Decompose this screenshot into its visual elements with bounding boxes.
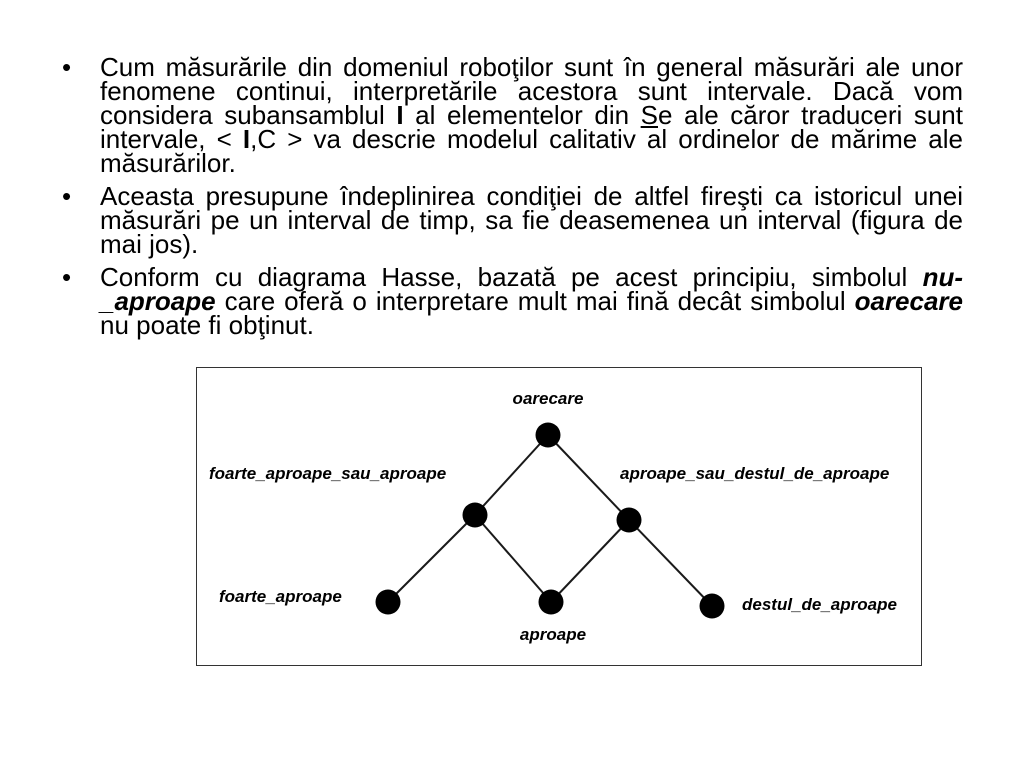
bullet-1-text-part-3: e ale căror traduceri sunt intervale, < [100,100,963,154]
node-aproape-sau-destul-de-aproape [617,508,642,533]
bullet-1-bold-symbol-i: I [396,100,404,130]
hasse-diagram-frame [196,367,922,666]
hasse-diagram [197,368,921,665]
node-destul-de-aproape [700,594,725,619]
bullet-paragraph-2 [62,181,963,259]
label-foarte-aproape-sau-aproape: foarte_aproape_sau_aproape [209,464,447,483]
bullet-2-text: Aceasta presupune îndeplinirea condiţiei de altfel fireşti ca istoricul unei măsurări pe un interval de timp, sa fie deasemenea un interval (figura de mai jos). [100,181,963,259]
bullet-3-text-part-1: Conform cu diagrama Hasse, bazată pe acest principiu, simbolul [100,262,923,292]
label-aproape-sau-destul-de-aproape: aproape_sau_destul_de_aproape [620,464,890,483]
edge-middle-right-to-bottom-middle [551,520,629,602]
edge-top-to-middle-right [548,435,629,520]
bullet-1-text-part-2: al elementelor din [403,100,641,130]
bullet-1-bold-symbol-i-2: I [242,124,251,154]
bullet-1-text-part-1: Cum măsurările din domeniul roboţilor sunt în general măsurări ale unor fenomene continui, interpretările acestora sunt intervale. Dacă vom considera subansamblul [100,52,963,130]
bullet-3-text-part-2: care oferă o interpretare mult mai fină decât simbolul [215,286,855,316]
bullet-paragraph-3 [62,262,963,340]
bullet-list [62,52,963,340]
bullet-marker: • [62,181,72,211]
edge-middle-left-to-bottom-middle [475,515,551,602]
bullet-marker: • [62,262,72,292]
node-foarte-aproape-sau-aproape [463,503,488,528]
bullet-3-emphasis-oarecare: oarecare [854,286,963,316]
node-foarte-aproape [376,590,401,615]
label-destul-de-aproape: destul_de_aproape [742,595,897,614]
bullet-3-text-part-3: nu poate fi obţinut. [100,310,314,340]
node-oarecare [536,423,561,448]
edge-top-to-middle-left [475,435,548,515]
edge-middle-right-to-bottom-right [629,520,712,606]
edge-middle-left-to-bottom-left [388,515,475,602]
node-aproape [539,590,564,615]
label-foarte-aproape: foarte_aproape [219,587,342,606]
bullet-paragraph-1 [62,52,963,178]
label-aproape: aproape [519,625,587,644]
bullet-1-underlined-s: S [640,100,658,130]
bullet-1-text-part-4: ,C > va descrie modelul calitativ al ordinelor de mărime ale măsurărilor. [100,124,963,178]
label-oarecare: oarecare [512,389,584,408]
bullet-3-emphasis-nu-aproape: nu-_aproape [100,262,963,316]
bullet-marker: • [62,52,72,82]
